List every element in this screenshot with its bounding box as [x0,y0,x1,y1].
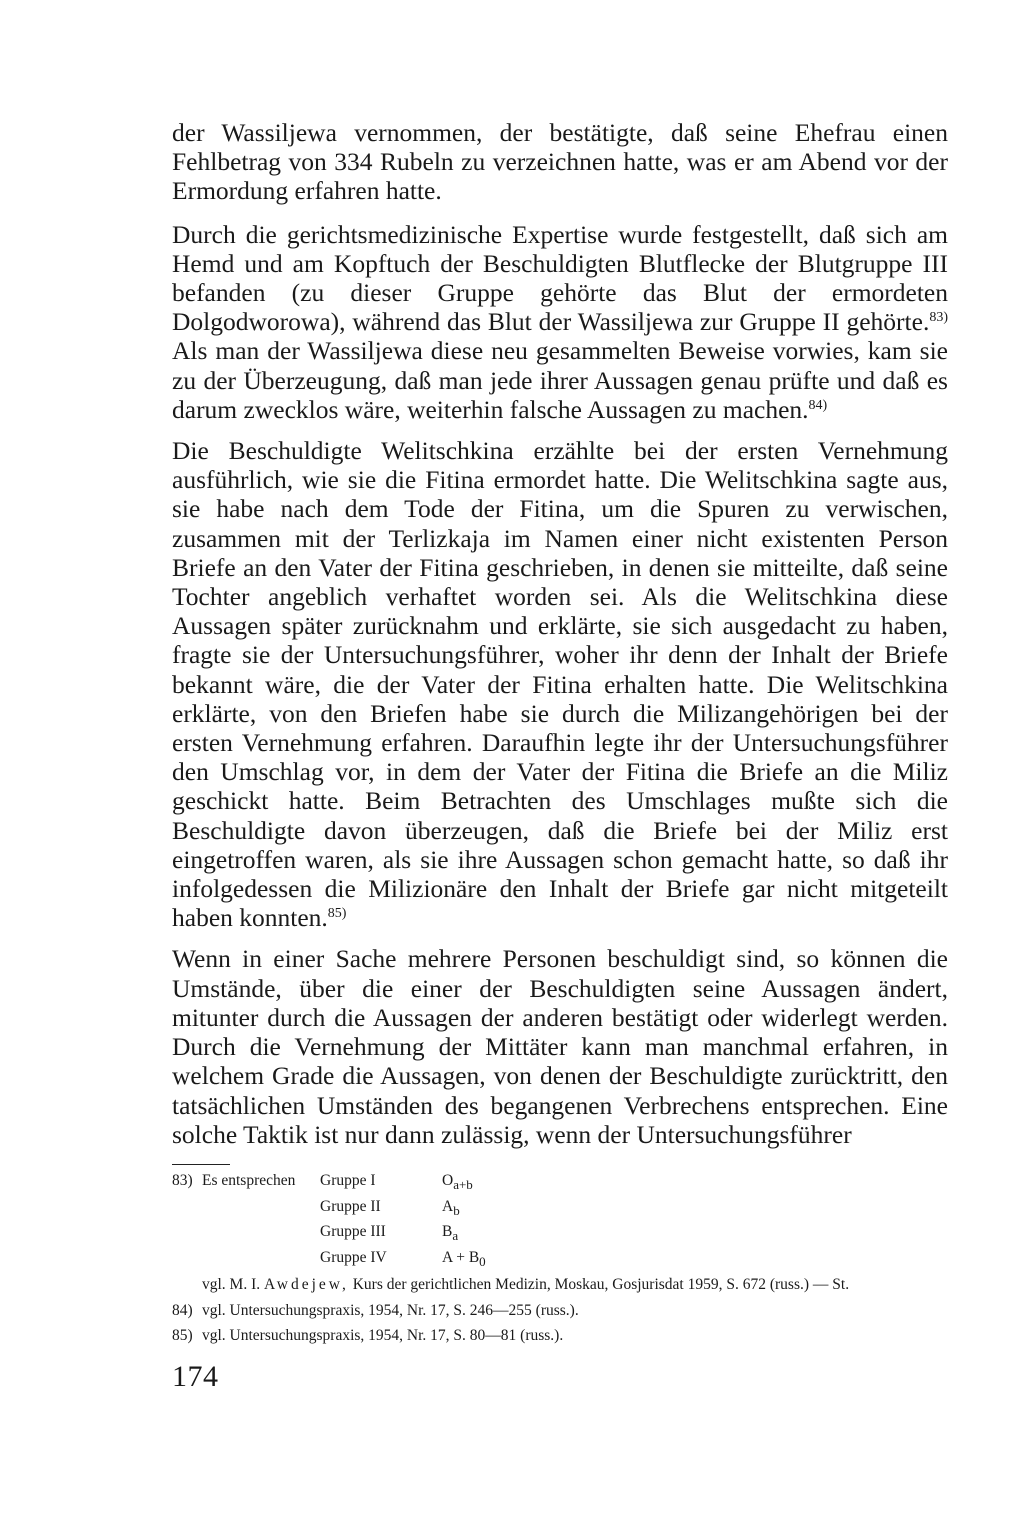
paragraph-3 [172,436,948,932]
formula-sub: a [452,1228,459,1243]
group-formula [442,1221,562,1247]
footnote-text: vgl. Untersuchungspraxis, 1954, Nr. 17, S. 246—255 (russ.). [202,1301,579,1319]
footnote-83-reference [172,1274,948,1296]
group-label: Gruppe IV [320,1248,387,1266]
group-label: Gruppe III [320,1223,386,1240]
paragraph-2-text: Durch die gerichtsmedizinische Expertise wurde festgestellt, daß sich am Hemd und am Kopftuch der Beschuldigten Blutflecke der Blutgruppe III befanden (zu dieser Gruppe gehörte das Blut der ermordeten Dolgodworowa), während das Blut der Wassiljewa zur Gruppe II gehörte. [172,219,948,337]
paragraph-4-text: Wenn in einer Sache mehrere Personen beschuldigt sind, so können die Umstände, über die einer der Beschuldigten seine Aussagen ändert, mitunter durch die Aussagen der anderen bestätigt oder widerlegt werden. Durch die Vernehmung der Mittäter kann man manchmal erfahren, in welchem Grade die Aussagen, von denen der Beschuldigte zurücktritt, den tatsächlichen Umständen des begangenen Verbrechens entsprechen. Eine solche Taktik ist nur dann zulässig, wenn der Untersuchungsführer [172,944,948,1149]
reference-rest: Kurs der gerichtlichen Medizin, Moskau, Gosjurisdat 1959, S. 672 (russ.) — St. [352,1276,850,1293]
group-label: Gruppe I [320,1172,376,1189]
formula-sub: a+b [453,1177,473,1192]
group-formula [442,1170,562,1196]
paragraph-1 [172,118,948,206]
footnote-lead: Es entsprechen [202,1172,296,1189]
footnote-divider [172,1164,230,1165]
paragraph-2-continued: Als man der Wassiljewa diese neu gesammelten Beweise vorwies, kam sie zu der Überzeugung, daß man jede ihrer Aussagen genau prüfte und daß es darum zwecklos wäre, weiterhin falsche Aussagen zu machen. [172,336,948,424]
footnote-mark: 85) [172,1327,193,1344]
note-ref-85[interactable]: 85) [327,906,347,922]
group-formula [442,1196,562,1222]
footnote-mark: 84) [172,1301,193,1319]
note-ref-84[interactable]: 84) [808,397,828,413]
blood-group-table [202,1170,562,1272]
footnote-84 [172,1300,948,1322]
formula-sub: 0 [479,1253,486,1269]
footnote-text: vgl. Untersuchungspraxis, 1954, Nr. 17, S. 80—81 (russ.). [202,1327,564,1344]
table-spacer [202,1196,320,1222]
paragraph-4 [172,944,948,1148]
paragraph-3-text: Die Beschuldigte Welitschkina erzählte bei der ersten Vernehmung ausführlich, wie sie die Fitina ermordet hatte. Die Welitschkina sagte aus, sie habe nach dem Tode der Fitina, um die Spuren zu verwischen, zusammen mit der Terlizkaja im Namen einer nicht existenten Person Briefe an den Vater der Fitina geschrieben, in denen sie mitteilte, daß seine Tochter angeblich verhaftet worden sei. Als die Welitschkina diese Aussagen später zurücknahm und erklärte, sie sich ausgedacht zu haben, fragte sie der Untersuchungsführer, woher ihr denn der Inhalt der Briefe bekannt wäre, die der Vater der Fitina erhalten hatte. Die Welitschkina erklärte, von den Briefen habe sie durch die Milizangehörigen bei der ersten Vernehmung erfahren. Daraufhin legte ihr der Untersuchungsführer den Umschlag vor, in dem der Vater der Fitina die Briefe an die Miliz geschickt hatte. Beim Betrachten des Umschlages mußte sich die Beschuldigte davon überzeugen, daß die Briefe bei der Miliz erst eingetroffen waren, als sie ihre Aussagen schon gemacht hatte, so daß ihr infolgedessen die Milizionäre den Inhalt der Briefe gar nicht mitgeteilt haben konnten. [172,436,948,933]
table-spacer [202,1221,320,1247]
formula-base: A + B [442,1248,480,1266]
footnote-85 [172,1325,948,1347]
note-ref-83[interactable]: 83) [929,310,948,326]
reference-prefix: vgl. M. I. [202,1276,261,1293]
paragraph-1-text: der Wassiljewa vernommen, der bestätigte, daß seine Ehefrau einen Fehlbetrag von 334 Rubeln zu verzeichnen hatte, was er am Abend vor der Ermordung erfahren hatte. [172,118,948,206]
footnote-mark: 83) [172,1172,193,1189]
table-spacer [202,1247,320,1273]
group-label: Gruppe II [320,1197,381,1215]
formula-base: B [442,1223,453,1240]
group-formula [442,1247,562,1273]
footnotes [172,1170,948,1347]
paragraph-2 [172,220,948,424]
formula-base: O [442,1172,454,1189]
footnote-83 [172,1170,948,1272]
main-text [172,118,948,1161]
formula-sub: b [453,1202,460,1218]
reference-author: Awdejew, [264,1276,349,1293]
page-number: 174 [172,1360,219,1393]
formula-base: A [442,1197,454,1215]
